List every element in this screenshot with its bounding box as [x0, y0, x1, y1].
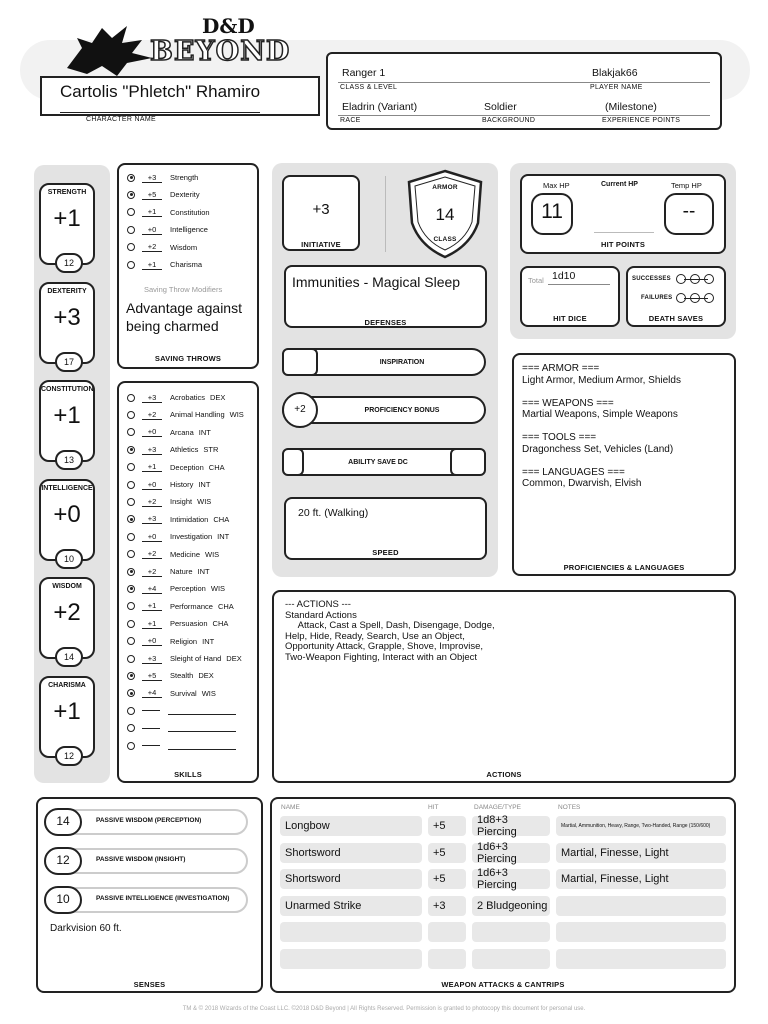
- successes-label: SUCCESSES: [632, 276, 671, 282]
- proficiency-dot-icon[interactable]: [127, 208, 135, 216]
- skill-name: Stealth: [170, 671, 194, 681]
- weapon-notes: [556, 922, 726, 942]
- skill-ability: WIS: [201, 688, 216, 698]
- skill-name: Athletics: [170, 445, 199, 455]
- weapon-row[interactable]: [280, 922, 726, 942]
- class-level-label: CLASS & LEVEL: [340, 84, 398, 91]
- proficiency-dot-icon[interactable]: [127, 585, 135, 593]
- skill-blank-line[interactable]: [168, 724, 236, 732]
- skill-mod: [142, 728, 160, 729]
- weapon-name: Unarmed Strike: [280, 896, 422, 916]
- weapons-header-name: NAME: [281, 804, 300, 811]
- ability-modifier: +2: [53, 599, 81, 626]
- proficiency-dot-icon[interactable]: [127, 550, 135, 558]
- ability-constitution[interactable]: [39, 380, 95, 465]
- character-name-underline: [60, 112, 260, 113]
- saving-throw-row[interactable]: [127, 187, 200, 202]
- proficiency-dot-icon[interactable]: [127, 428, 135, 436]
- skill-name: Perception: [170, 584, 206, 594]
- sense-label: PASSIVE WISDOM (PERCEPTION): [96, 817, 202, 824]
- skill-mod: +2: [142, 549, 162, 559]
- weapon-hit: [428, 949, 466, 969]
- death-saves-label: DEATH SAVES: [648, 314, 704, 323]
- saving-throw-name: Constitution: [170, 207, 210, 217]
- combat-divider: [385, 176, 386, 252]
- ability-name: CONSTITUTION: [41, 386, 94, 393]
- weapon-hit: [428, 922, 466, 942]
- save-dc-cap-left: [282, 448, 304, 476]
- skill-mod: +0: [142, 636, 162, 646]
- initiative-value: +3: [312, 201, 330, 218]
- skill-name: Animal Handling: [170, 410, 225, 420]
- skill-row[interactable]: [127, 407, 244, 422]
- skill-row[interactable]: [127, 721, 236, 736]
- race-label: RACE: [340, 117, 361, 124]
- skill-name: Insight: [170, 497, 193, 507]
- ability-modifier: +1: [53, 402, 81, 429]
- action-line: Opportunity Attack, Grapple, Shove, Improvise,: [285, 641, 484, 652]
- proficiency-line: Martial Weapons, Simple Weapons: [522, 409, 678, 420]
- current-hp-field[interactable]: [594, 193, 654, 233]
- action-line: --- ACTIONS ---: [285, 599, 351, 610]
- background-value[interactable]: Soldier: [484, 101, 517, 113]
- weapon-damage: 1d6+3 Piercing: [472, 843, 550, 863]
- speed-value: 20 ft. (Walking): [298, 507, 369, 519]
- proficiency-dot-icon[interactable]: [127, 637, 135, 645]
- logo-dnd: D&D: [202, 14, 255, 38]
- class-level[interactable]: Ranger 1: [342, 67, 386, 79]
- weapon-row[interactable]: [280, 896, 726, 916]
- temp-hp-value: --: [682, 201, 696, 222]
- hit-dice-label: HIT DICE: [553, 314, 587, 323]
- saving-throw-name: Dexterity: [170, 190, 200, 200]
- weapon-notes: [556, 896, 726, 916]
- action-line: Two-Weapon Fighting, Interact with an Object: [285, 651, 478, 663]
- footer-copyright: TM & © 2018 Wizards of the Coast LLC. ©2018 D&D Beyond | All Rights Reserved. Permission is granted to photocopy this document for personal use.: [182, 1006, 586, 1012]
- armor-label-bottom: CLASS: [433, 236, 457, 243]
- skill-mod: +4: [142, 688, 162, 698]
- proficiency-dot-icon[interactable]: [127, 261, 135, 269]
- hit-dice-line: [548, 284, 610, 285]
- sense-value: 14: [56, 814, 70, 828]
- death-save-failures-connector: [684, 298, 708, 299]
- max-hp-label: Max HP: [543, 181, 570, 190]
- weapon-name: Shortsword: [280, 843, 422, 863]
- weapon-row[interactable]: [280, 840, 726, 865]
- hit-dice-value: 1d10: [552, 270, 576, 282]
- weapon-row[interactable]: [280, 869, 726, 889]
- proficiency-bonus-field[interactable]: [282, 396, 486, 424]
- saving-throw-mod: +1: [142, 207, 162, 217]
- skill-name: Acrobatics: [170, 393, 206, 402]
- skill-name: Medicine: [170, 549, 201, 559]
- ability-modifier: +1: [53, 205, 81, 232]
- skill-mod: +2: [142, 497, 162, 507]
- action-line: Attack, Cast a Spell, Dash, Disengage, Dodge,: [285, 620, 495, 631]
- proficiency-dot-icon[interactable]: [127, 191, 135, 199]
- saving-throw-modifiers-text: Advantage against being charmed: [126, 300, 242, 334]
- skill-row[interactable]: [127, 390, 225, 405]
- weapon-name: [280, 922, 422, 942]
- armor-label-top: ARMOR: [432, 184, 458, 191]
- skill-name: Performance: [170, 601, 213, 611]
- failures-label: FAILURES: [641, 295, 673, 301]
- action-line: Help, Hide, Ready, Search, Use an Object,: [285, 630, 465, 642]
- skill-blank-line[interactable]: [168, 707, 236, 715]
- skill-ability: DEX: [210, 393, 226, 402]
- saving-throw-row[interactable]: [127, 222, 208, 237]
- skill-mod: +0: [142, 532, 162, 542]
- skill-row[interactable]: [127, 686, 216, 701]
- senses-label: SENSES: [133, 980, 166, 989]
- inspiration-label: INSPIRATION: [379, 359, 425, 366]
- proficiency-dot-icon[interactable]: [127, 689, 135, 697]
- skill-ability: WIS: [229, 410, 244, 420]
- save-dc-cap-right: [450, 448, 486, 476]
- race-value[interactable]: Eladrin (Variant): [342, 101, 418, 113]
- proficiency-line: [522, 386, 732, 398]
- skill-name: Survival: [170, 688, 197, 698]
- skill-name: Sleight of Hand: [170, 654, 222, 663]
- skill-ability: WIS: [205, 549, 220, 559]
- saving-throw-name: Intelligence: [170, 225, 208, 235]
- skill-row[interactable]: [127, 425, 211, 440]
- weapon-notes: Martial, Finesse, Light: [556, 869, 726, 889]
- skill-mod: +3: [142, 393, 162, 403]
- skill-ability: INT: [197, 567, 210, 576]
- skill-ability: CHA: [213, 514, 230, 524]
- skill-row[interactable]: [127, 460, 225, 475]
- inspiration-cap-left: [282, 348, 318, 376]
- armor-class-value: 14: [435, 205, 455, 224]
- saving-throw-mod: +5: [142, 190, 162, 200]
- character-name[interactable]: Cartolis "Phletch" Rhamiro: [60, 82, 261, 101]
- weapon-damage: 1d6+3 Piercing: [472, 869, 550, 889]
- weapon-damage: [472, 922, 550, 942]
- proficiency-bonus-value: +2: [294, 404, 306, 415]
- skill-row[interactable]: [127, 529, 229, 544]
- ability-dexterity[interactable]: [39, 282, 95, 367]
- skill-mod: +3: [142, 654, 162, 664]
- saving-throw-row[interactable]: [127, 240, 197, 255]
- hit-points-label: HIT POINTS: [600, 240, 646, 249]
- skill-row[interactable]: [127, 477, 210, 492]
- saving-throw-name: Wisdom: [170, 242, 198, 252]
- proficiency-dot-icon[interactable]: [127, 742, 135, 750]
- dragon-logo-icon: [62, 18, 157, 78]
- race-line: [338, 115, 710, 116]
- class-level-line: [338, 82, 710, 83]
- ability-name: INTELLIGENCE: [41, 484, 93, 492]
- weapons-label: WEAPON ATTACKS & CANTRIPS: [441, 980, 565, 989]
- ability-score[interactable]: 13: [55, 450, 83, 470]
- skill-mod: [142, 745, 160, 746]
- senses-extra: Darkvision 60 ft.: [50, 923, 122, 934]
- proficiencies-label: PROFICIENCIES & LANGUAGES: [563, 563, 685, 572]
- current-hp-label: Current HP: [601, 181, 638, 188]
- skill-ability: CHA: [208, 462, 225, 472]
- ability-wisdom[interactable]: [39, 577, 95, 662]
- skill-row[interactable]: [127, 547, 219, 562]
- saving-throw-name: Charisma: [170, 260, 203, 269]
- proficiency-dot-icon[interactable]: [127, 707, 135, 715]
- sense-value: 10: [56, 892, 70, 906]
- skill-row[interactable]: [127, 564, 210, 579]
- weapon-damage: 1d8+3 Piercing: [472, 816, 550, 836]
- proficiency-dot-icon[interactable]: [127, 481, 135, 489]
- skill-ability: WIS: [210, 584, 226, 594]
- skill-ability: INT: [198, 480, 211, 489]
- ability-name: CHARISMA: [48, 681, 86, 689]
- skill-name: Religion: [170, 636, 198, 646]
- hit-dice-total-label: Total: [528, 276, 544, 285]
- ability-name: WISDOM: [52, 583, 82, 590]
- skill-ability: CHA: [217, 601, 234, 611]
- skill-ability: INT: [217, 532, 230, 542]
- proficiency-dot-icon[interactable]: [127, 174, 135, 182]
- defenses-label: DEFENSES: [364, 318, 407, 327]
- skill-mod: +1: [142, 462, 162, 472]
- weapon-name: Longbow: [280, 816, 422, 836]
- weapons-header-notes: NOTES: [558, 804, 581, 811]
- weapon-hit: +5: [428, 869, 466, 889]
- weapon-hit: +5: [428, 843, 466, 863]
- skill-ability: STR: [203, 445, 219, 455]
- skill-mod: +3: [142, 514, 162, 524]
- ability-score[interactable]: 14: [55, 647, 83, 667]
- skill-row[interactable]: [127, 616, 228, 631]
- saving-throw-mod: +0: [142, 225, 162, 235]
- skill-mod: +1: [142, 619, 162, 629]
- skill-mod: +5: [142, 671, 162, 681]
- skill-name: Arcana: [170, 427, 194, 437]
- weapon-notes: Martial, Finesse, Light: [556, 843, 726, 863]
- skill-ability: WIS: [197, 497, 212, 507]
- proficiency-dot-icon[interactable]: [127, 620, 135, 628]
- skill-mod: +2: [142, 567, 162, 577]
- weapon-damage: [472, 949, 550, 969]
- background-label: BACKGROUND: [482, 117, 536, 124]
- ability-score[interactable]: 10: [55, 549, 83, 569]
- saving-throws-label: SAVING THROWS: [154, 354, 222, 363]
- ability-score[interactable]: 12: [55, 253, 83, 273]
- proficiency-line: === ARMOR ===: [522, 363, 600, 374]
- skill-row[interactable]: [127, 581, 225, 596]
- proficiency-bonus-label: PROFICIENCY BONUS: [364, 407, 440, 414]
- proficiency-dot-icon[interactable]: [127, 411, 135, 419]
- proficiency-dot-icon[interactable]: [127, 243, 135, 251]
- weapon-name: Shortsword: [280, 869, 422, 889]
- proficiency-line: Dragonchess Set, Vehicles (Land): [522, 443, 674, 455]
- speed-label: SPEED: [372, 548, 399, 557]
- ability-name: DEXTERITY: [47, 287, 87, 295]
- sense-label: PASSIVE INTELLIGENCE (INVESTIGATION): [96, 895, 230, 902]
- death-save-successes-connector: [684, 279, 708, 280]
- sense-label: PASSIVE WISDOM (INSIGHT): [96, 856, 186, 863]
- proficiency-line: Light Armor, Medium Armor, Shields: [522, 374, 681, 386]
- ability-name: STRENGTH: [47, 189, 87, 196]
- sense-value: 12: [56, 853, 70, 867]
- saving-throw-mod: +2: [142, 242, 162, 252]
- skill-ability: DEX: [198, 671, 214, 681]
- proficiency-dot-icon[interactable]: [127, 602, 135, 610]
- skill-ability: DEX: [226, 654, 242, 663]
- skill-row[interactable]: [127, 703, 236, 718]
- proficiency-dot-icon[interactable]: [127, 672, 135, 680]
- skill-name: Investigation: [170, 532, 213, 542]
- skill-ability: INT: [202, 636, 215, 646]
- skill-mod: +2: [142, 410, 162, 420]
- skill-row[interactable]: [127, 494, 211, 509]
- skill-row[interactable]: [127, 634, 214, 649]
- ability-intelligence[interactable]: [39, 479, 95, 564]
- skill-name: Intimidation: [170, 514, 209, 524]
- proficiency-dot-icon[interactable]: [127, 655, 135, 663]
- skill-name: Deception: [170, 462, 204, 472]
- proficiency-dot-icon[interactable]: [127, 226, 135, 234]
- ability-charisma[interactable]: [39, 676, 95, 761]
- experience-label: EXPERIENCE POINTS: [602, 117, 681, 124]
- weapons-header-damage: DAMAGE/TYPE: [474, 804, 521, 811]
- proficiency-line: [522, 455, 732, 467]
- ability-modifier: +3: [53, 303, 81, 331]
- ability-save-dc-field[interactable]: [282, 448, 486, 476]
- skill-mod: +1: [142, 601, 162, 611]
- skill-ability: CHA: [212, 619, 229, 629]
- proficiency-dot-icon[interactable]: [127, 724, 135, 732]
- skill-row[interactable]: [127, 599, 234, 614]
- weapon-damage: 2 Bludgeoning: [472, 896, 550, 916]
- initiative-label: INITIATIVE: [301, 240, 341, 249]
- proficiency-line: === WEAPONS ===: [522, 397, 614, 409]
- weapon-row[interactable]: [280, 816, 726, 836]
- skill-row[interactable]: [127, 651, 242, 666]
- proficiency-dot-icon[interactable]: [127, 498, 135, 506]
- ability-modifier: +1: [53, 697, 81, 725]
- saving-throw-modifiers-label: Saving Throw Modifiers: [144, 285, 223, 294]
- skill-mod: +3: [142, 445, 162, 455]
- saving-throw-row[interactable]: [127, 170, 198, 185]
- skill-row[interactable]: [127, 668, 214, 683]
- proficiency-line: === LANGUAGES ===: [522, 466, 625, 478]
- weapons-header-hit: HIT: [428, 804, 439, 811]
- proficiency-line: Common, Dwarvish, Elvish: [522, 478, 642, 489]
- proficiency-dot-icon[interactable]: [127, 515, 135, 523]
- proficiency-line: [522, 421, 732, 433]
- skill-mod: +0: [142, 427, 162, 437]
- skill-row[interactable]: [127, 738, 236, 753]
- proficiency-dot-icon[interactable]: [127, 394, 135, 402]
- weapon-notes: [556, 949, 726, 969]
- skill-row[interactable]: [127, 442, 218, 457]
- skill-row[interactable]: [127, 512, 229, 527]
- proficiency-dot-icon[interactable]: [127, 463, 135, 471]
- max-hp-value: 11: [541, 200, 563, 223]
- saving-throw-row[interactable]: [127, 205, 210, 220]
- skill-mod: [142, 710, 160, 711]
- action-line: Standard Actions: [285, 609, 357, 621]
- actions-label: ACTIONS: [486, 770, 522, 779]
- skill-mod: +4: [142, 584, 162, 594]
- logo-beyond: BEYOND: [150, 36, 291, 67]
- ability-score[interactable]: 17: [55, 352, 83, 372]
- weapon-hit: +5: [428, 816, 466, 836]
- ability-modifier: +0: [53, 500, 81, 528]
- weapon-notes: Martial, Ammunition, Heavy, Range, Two-Handed, Range (150/600): [556, 816, 726, 836]
- inspiration-field[interactable]: [282, 348, 486, 376]
- weapon-row[interactable]: [280, 949, 726, 969]
- player-name-label: PLAYER NAME: [590, 84, 643, 91]
- temp-hp-label: Temp HP: [671, 181, 702, 190]
- experience-value[interactable]: (Milestone): [605, 101, 657, 113]
- skill-mod: +0: [142, 480, 162, 490]
- saving-throw-name: Strength: [170, 173, 199, 182]
- proficiency-dot-icon[interactable]: [127, 568, 135, 576]
- skill-blank-line[interactable]: [168, 742, 236, 750]
- ability-save-dc-label: ABILITY SAVE DC: [348, 459, 408, 466]
- proficiency-line: === TOOLS ===: [522, 432, 597, 443]
- saving-throw-mod: +3: [142, 173, 162, 183]
- actions-text: [285, 600, 725, 663]
- proficiency-dot-icon[interactable]: [127, 533, 135, 541]
- skills-label: SKILLS: [174, 770, 202, 779]
- proficiency-dot-icon[interactable]: [127, 446, 135, 454]
- weapon-name: [280, 949, 422, 969]
- saving-throw-row[interactable]: [127, 257, 202, 272]
- skill-name: Nature: [170, 567, 193, 576]
- character-name-label: CHARACTER NAME: [86, 116, 156, 123]
- player-name[interactable]: Blakjak66: [592, 67, 638, 79]
- proficiencies-text: [522, 363, 732, 490]
- skill-name: Persuasion: [170, 619, 208, 629]
- skill-ability: INT: [198, 427, 211, 437]
- ability-strength[interactable]: [39, 183, 95, 268]
- skill-name: History: [170, 480, 194, 489]
- defenses-value: Immunities - Magical Sleep: [292, 274, 461, 290]
- ability-score[interactable]: 12: [55, 746, 83, 766]
- weapon-hit: +3: [428, 896, 466, 916]
- saving-throw-mod: +1: [142, 260, 162, 270]
